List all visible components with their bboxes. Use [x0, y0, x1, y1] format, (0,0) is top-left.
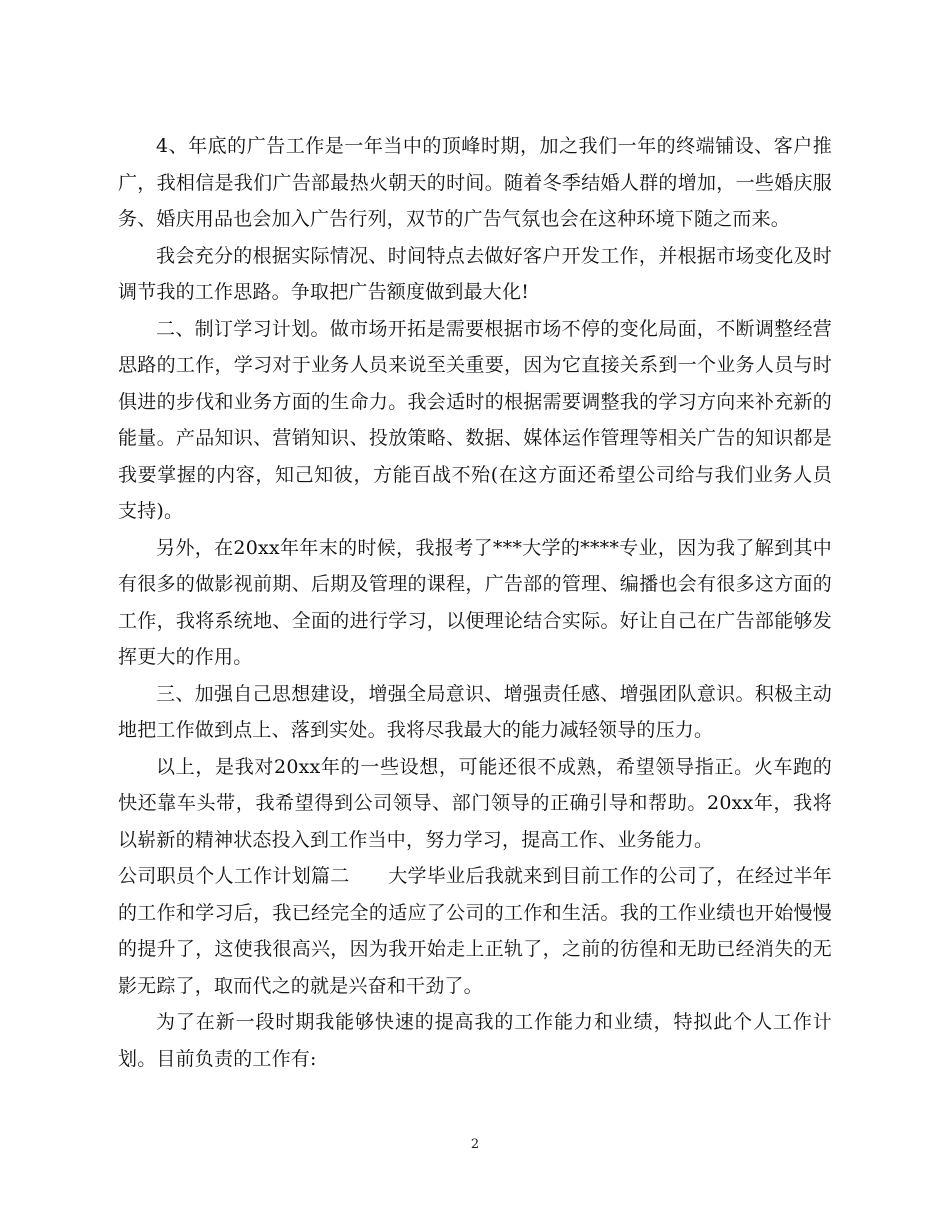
paragraph-summary: 以上，是我对20xx年的一些设想，可能还很不成熟，希望领导指正。火车跑的快还靠车头带，我希望得到公司领导、部门领导的正确引导和帮助。20xx年，我将以崭新的精神状态投入到工作当中，努力学习，提高工作、业务能力。 — [118, 755, 832, 851]
paragraph-client-development: 我会充分的根据实际情况、时间特点去做好客户开发工作，并根据市场变化及时调节我的工作思路。争取把广告额度做到最大化! — [118, 244, 832, 303]
document-body — [118, 128, 832, 1077]
paragraph-further-study: 另外，在20xx年年末的时候，我报考了***大学的****专业，因为我了解到其中有很多的做影视前期、后期及管理的课程，广告部的管理、编播也会有很多这方面的工作，我将系统地、全面的进行学习，以便理论结合实际。好让自己在广告部能够发挥更大的作用。 — [118, 536, 832, 668]
paragraph-study-plan: 二、制订学习计划。做市场开拓是需要根据市场不停的变化局面，不断调整经营思路的工作，学习对于业务人员来说至关重要，因为它直接关系到一个业务人员与时俱进的步伐和业务方面的生命力。我会适时的根据需要调整我的学习方向来补充新的能量。产品知识、营销知识、投放策略、数据、媒体运作管理等相关广告的知识都是我要掌握的内容，知己知彼，方能百战不殆(在这方面还希望公司给与我们业务人员支持)。 — [118, 317, 832, 522]
paragraph-year-end-ads: 4、年底的广告工作是一年当中的顶峰时期，加之我们一年的终端铺设、客户推广，我相信是我们广告部最热火朝天的时间。随着冬季结婚人群的增加，一些婚庆服务、婚庆用品也会加入广告行列，双节的广告气氛也会在这种环境下随之而来。 — [118, 135, 832, 230]
paragraph-current-duties: 为了在新一段时期我能够快速的提高我的工作能力和业绩，特拟此个人工作计划。目前负责的工作有: — [118, 1011, 832, 1070]
paragraph-part-two-heading: 公司职员个人工作计划篇二 大学毕业后我就来到目前工作的公司了，在经过半年的工作和学习后，我已经完全的适应了公司的工作和生活。我的工作业绩也开始慢慢的提升了，这使我很高兴，因为我开始走上正轨了，之前的彷徨和无助已经消失的无影无踪了，取而代之的就是兴奋和干劲了。 — [118, 865, 832, 997]
paragraph-self-improvement: 三、加强自己思想建设，增强全局意识、增强责任感、增强团队意识。积极主动地把工作做到点上、落到实处。我将尽我最大的能力减轻领导的压力。 — [118, 682, 832, 741]
page-number: 2 — [470, 1137, 480, 1152]
